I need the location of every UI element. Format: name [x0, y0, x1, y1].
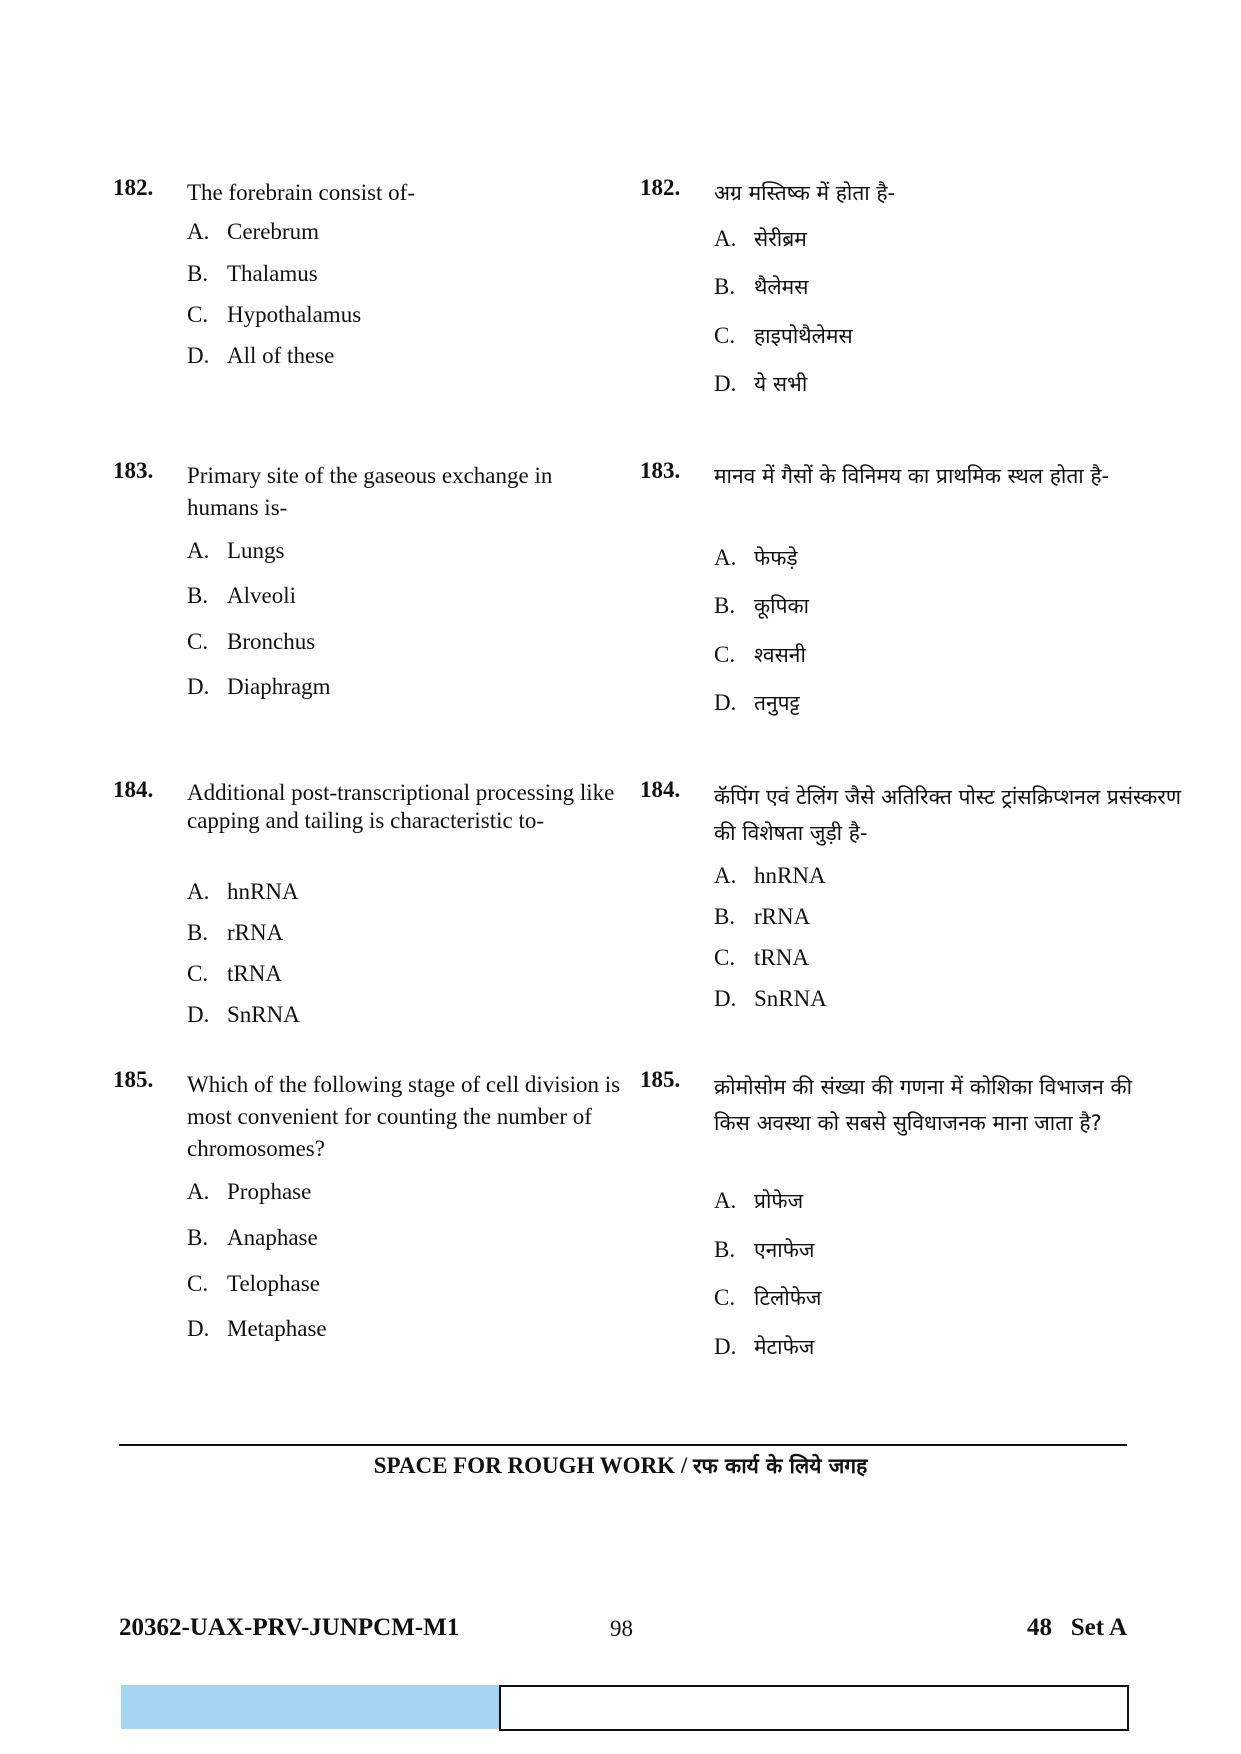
- question-number: 182.: [113, 175, 154, 200]
- option-b: B. एनाफेज: [714, 1237, 815, 1262]
- option-c: C. Bronchus: [187, 629, 316, 654]
- question-text: अग्र मस्तिष्क में होता है-: [714, 181, 896, 205]
- option-d: D. Metaphase: [187, 1316, 327, 1341]
- option-d: D. Diaphragm: [187, 674, 331, 699]
- option-a: A. Prophase: [187, 1179, 312, 1204]
- footer-color-bar: [121, 1685, 499, 1729]
- option-a: A. फेफड़े: [714, 545, 798, 570]
- question-number: 183.: [640, 458, 681, 483]
- rough-work-divider: [119, 1444, 1127, 1446]
- option-b: B. rRNA: [714, 904, 811, 929]
- option-b: B. थैलेमस: [714, 274, 809, 299]
- option-b: B. Thalamus: [187, 261, 318, 286]
- option-a: A. सेरीब्रम: [714, 226, 807, 251]
- question-text: Which of the following stage of cell division is most convenient for counting the number of chromosomes?: [187, 1072, 621, 1161]
- option-b: B. rRNA: [187, 920, 284, 945]
- question-184-hi: [640, 777, 1182, 1027]
- set-label: 48 Set A: [1027, 1614, 1127, 1641]
- option-a: A. Cerebrum: [187, 219, 319, 244]
- option-a: A. Lungs: [187, 538, 285, 563]
- question-185-en: [113, 1067, 621, 1367]
- question-184-en: [113, 777, 615, 1037]
- option-a: A. hnRNA: [187, 879, 299, 904]
- option-b: B. Alveoli: [187, 583, 296, 608]
- footer-empty-box: [499, 1685, 1129, 1731]
- option-a: A. hnRNA: [714, 863, 826, 888]
- rough-work-label-hi: रफ कार्य के लिये जगह: [692, 1454, 868, 1478]
- rough-work-label-en: SPACE FOR ROUGH WORK /: [373, 1453, 693, 1478]
- question-text: कॅपिंग एवं टेलिंग जैसे अतिरिक्त पोस्ट ट्रांसक्रिप्शनल प्रसंस्करण की विशेषता जुड़ी है-: [714, 785, 1182, 845]
- option-d: D. SnRNA: [714, 986, 827, 1011]
- question-text: Additional post-transcriptional processing like capping and tailing is characteristic to-: [187, 780, 615, 833]
- question-182-en: [113, 175, 593, 405]
- option-d: D. मेटाफेज: [714, 1334, 815, 1359]
- option-c: C. Telophase: [187, 1271, 320, 1296]
- option-a: A. प्रोफेज: [714, 1188, 804, 1213]
- question-number: 185.: [113, 1067, 154, 1092]
- option-d: D. तनुपट्ट: [714, 690, 800, 715]
- question-number: 183.: [113, 458, 154, 483]
- question-number: 185.: [640, 1067, 681, 1092]
- option-d: D. SnRNA: [187, 1002, 300, 1027]
- question-text: Primary site of the gaseous exchange in humans is-: [187, 463, 553, 520]
- option-c: C. Hypothalamus: [187, 302, 362, 327]
- page-number: 98: [610, 1616, 633, 1641]
- question-number: 184.: [640, 777, 681, 802]
- option-c: C. टिलोफेज: [714, 1285, 822, 1310]
- question-text: क्रोमोसोम की संख्या की गणना में कोशिका विभाजन की किस अवस्था को सबसे सुविधाजनक माना जाता है?: [714, 1075, 1133, 1135]
- rough-work-heading: [0, 1452, 1241, 1480]
- question-text: The forebrain consist of-: [187, 180, 416, 205]
- option-c: C. हाइपोथैलेमस: [714, 323, 853, 348]
- paper-code: 20362-UAX-PRV-JUNPCM-M1: [119, 1614, 460, 1641]
- question-183-hi: [640, 458, 1120, 728]
- question-183-en: [113, 458, 593, 718]
- option-c: C. tRNA: [714, 945, 809, 970]
- question-number: 182.: [640, 175, 681, 200]
- question-text: मानव में गैसों के विनिमय का प्राथमिक स्थल होता है-: [714, 464, 1110, 488]
- question-number: 184.: [113, 777, 154, 802]
- option-d: D. All of these: [187, 343, 335, 368]
- option-c: C. tRNA: [187, 961, 282, 986]
- question-185-hi: [640, 1067, 1133, 1377]
- option-b: B. कूपिका: [714, 593, 810, 618]
- option-c: C. श्वसनी: [714, 642, 806, 667]
- option-d: D. ये सभी: [714, 371, 808, 396]
- question-182-hi: [640, 175, 1120, 415]
- option-b: B. Anaphase: [187, 1225, 318, 1250]
